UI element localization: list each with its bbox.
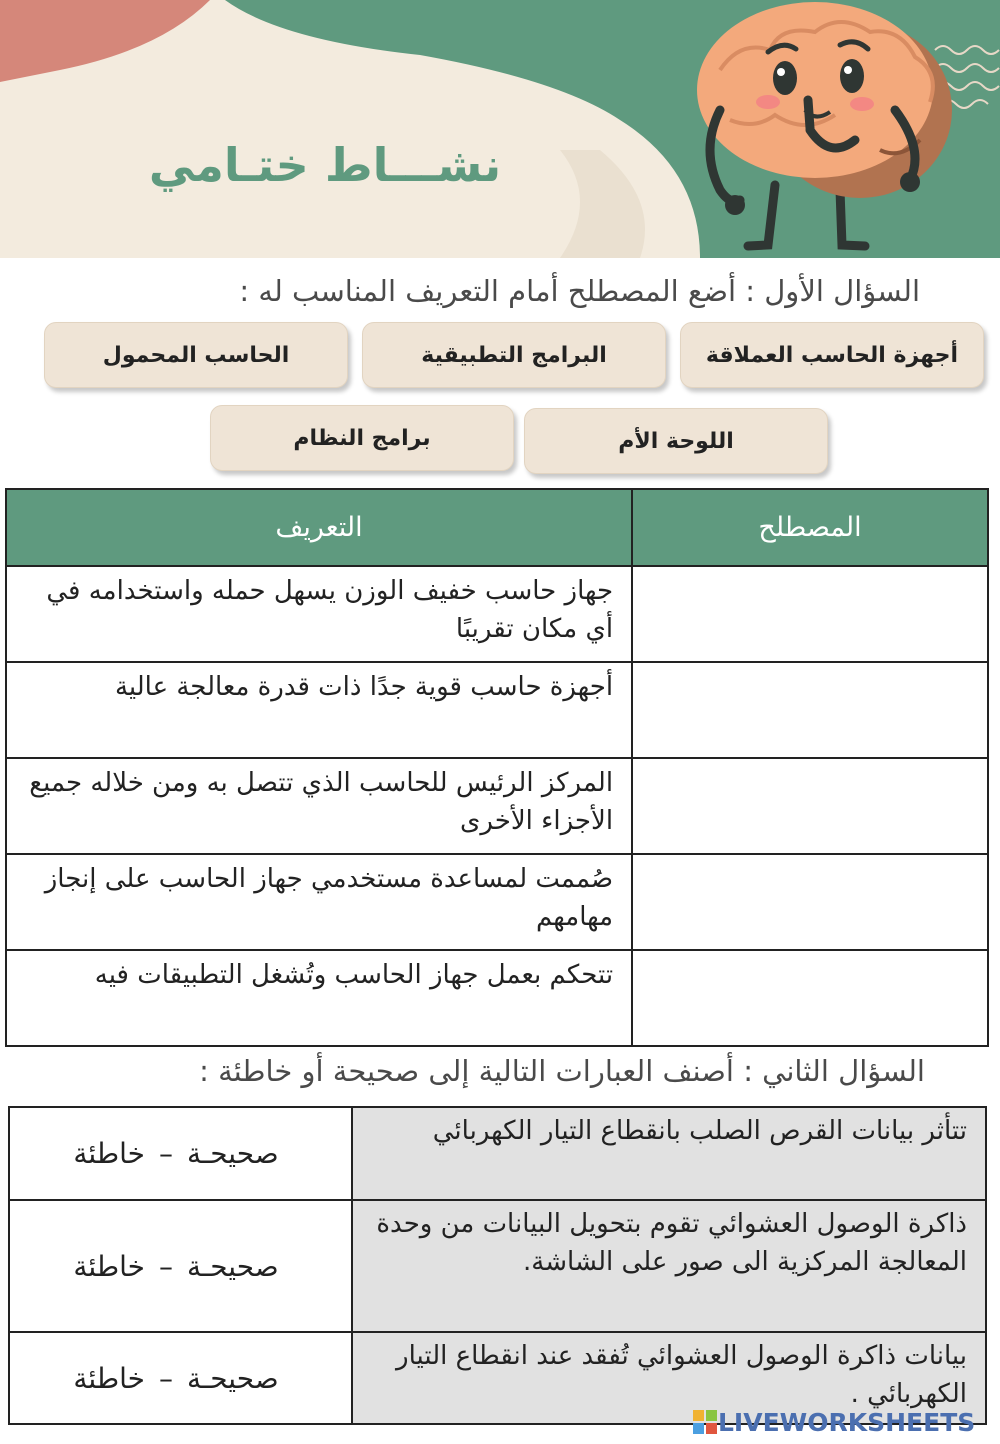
table-row	[6, 758, 988, 854]
page-title: نشـــاط ختـامي	[148, 138, 502, 192]
term-drop-slot[interactable]	[632, 950, 988, 1046]
false-option[interactable]: خاطئة	[73, 1249, 145, 1283]
liveworksheets-logo	[692, 1406, 975, 1438]
term-drop-slot[interactable]	[632, 566, 988, 662]
term-chip-system-software[interactable]: برامج النظام	[210, 405, 514, 471]
header-banner	[0, 0, 1000, 258]
brain-character-icon	[680, 0, 980, 258]
term-chip-supercomputers[interactable]: أجهزة الحاسب العملاقة	[680, 322, 984, 388]
definitions-table-header	[6, 489, 988, 566]
definition-cell: المركز الرئيس للحاسب الذي تتصل به ومن خلاله جميع الأجزاء الأخرى	[6, 758, 632, 854]
choice-separator: –	[159, 1249, 173, 1283]
liveworksheets-logo-icon	[692, 1409, 718, 1435]
definition-cell: تتحكم بعمل جهاز الحاسب وتُشغل التطبيقات فيه	[6, 950, 632, 1046]
term-drop-slot[interactable]	[632, 662, 988, 758]
statement-cell: ذاكرة الوصول العشوائي تقوم بتحويل البيانات من وحدة المعالجة المركزية الى صور على الشاشة.	[352, 1200, 986, 1332]
definition-column-header: التعريف	[6, 489, 632, 566]
definition-cell: جهاز حاسب خفيف الوزن يسهل حمله واستخدامه في أي مكان تقريبًا	[6, 566, 632, 662]
term-chip-laptop[interactable]: الحاسب المحمول	[44, 322, 348, 388]
true-option[interactable]: صحيحـة	[187, 1249, 279, 1283]
term-chip-motherboard[interactable]: اللوحة الأم	[524, 408, 828, 474]
term-column-header: المصطلح	[632, 489, 988, 566]
liveworksheets-logo-text: LIVEWORKSHEETS	[718, 1407, 976, 1437]
table-row	[6, 854, 988, 950]
table-row	[6, 950, 988, 1046]
true-false-choice	[9, 1107, 352, 1200]
definitions-table	[5, 488, 989, 1047]
table-row	[9, 1200, 986, 1332]
definition-cell: أجهزة حاسب قوية جدًا ذات قدرة معالجة عالية	[6, 662, 632, 758]
question1-title: السؤال الأول : أضع المصطلح أمام التعريف المناسب له :	[239, 274, 920, 308]
term-drop-slot[interactable]	[632, 758, 988, 854]
false-option[interactable]: خاطئة	[73, 1361, 145, 1395]
table-row	[9, 1107, 986, 1200]
table-row	[6, 566, 988, 662]
definition-cell: صُممت لمساعدة مستخدمي جهاز الحاسب على إنجاز مهامهم	[6, 854, 632, 950]
true-false-choice	[9, 1332, 352, 1424]
term-chip-application-software[interactable]: البرامج التطبيقية	[362, 322, 666, 388]
table-row	[6, 662, 988, 758]
choice-separator: –	[159, 1137, 173, 1170]
true-option[interactable]: صحيحـة	[187, 1137, 279, 1170]
question2-title: السؤال الثاني : أصنف العبارات التالية إلى صحيحة أو خاطئة :	[199, 1054, 925, 1088]
statement-cell: بيانات ذاكرة الوصول العشوائي تُفقد عند انقطاع التيار الكهربائي .	[352, 1332, 986, 1424]
true-false-table	[8, 1106, 987, 1425]
false-option[interactable]: خاطئة	[73, 1137, 145, 1170]
true-option[interactable]: صحيحـة	[187, 1361, 279, 1395]
true-false-choice	[9, 1200, 352, 1332]
choice-separator: –	[159, 1361, 173, 1395]
term-drop-slot[interactable]	[632, 854, 988, 950]
statement-cell: تتأثر بيانات القرص الصلب بانقطاع التيار الكهربائي	[352, 1107, 986, 1200]
